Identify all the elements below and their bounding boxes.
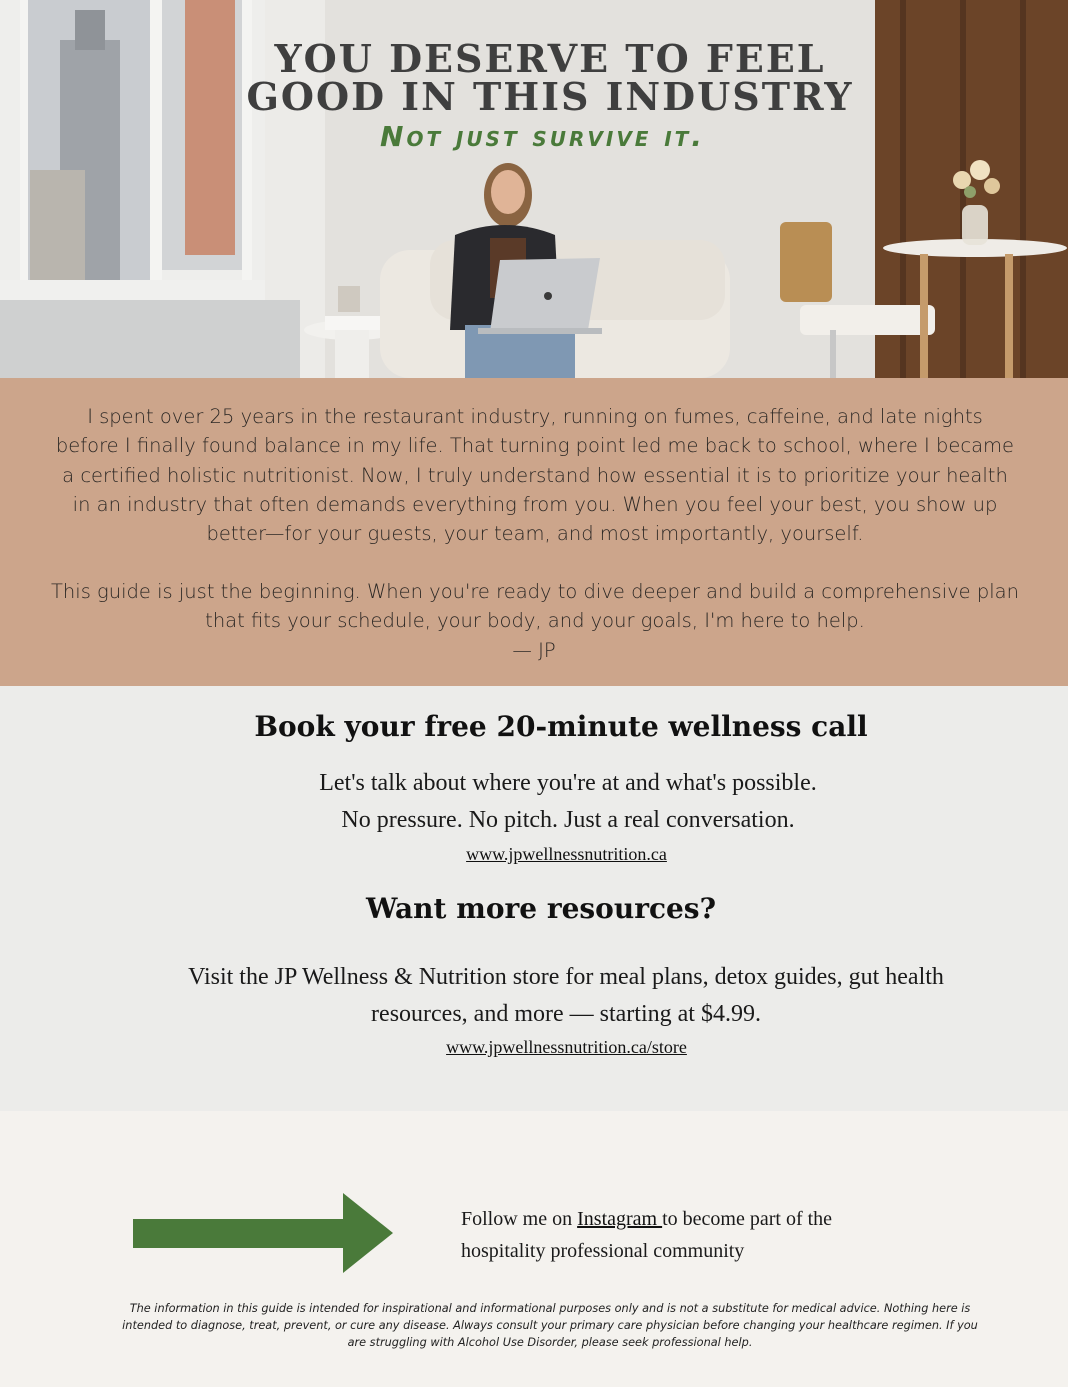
disclaimer-text: The information in this guide is intended for inspirational and informational purposes only and is not a substitute for medical advice. Nothing here is intended to diagnose, treat, prevent, or cure any disease. Always consult your primary care physician before changing your healthcare regimen. If you are struggling with Alcohol Use Disorder, please seek professional help. [122,1302,978,1349]
hero-script-tagline: Not just survive it. [380,120,705,153]
booking-url-wrap [0,844,1068,865]
store-url-wrap [0,1037,1068,1058]
bio-paragraph-2: This guide is just the beginning. When you're ready to dive deeper and build a comprehensive plan that fits your schedule, your body, and your goals, I'm here to help. [51,580,1019,633]
booking-heading: Book your free 20-minute wellness call [254,710,868,743]
bio-section [0,378,1068,686]
resources-line-2: resources, and more — starting at $4.99. [371,1001,761,1027]
instagram-link[interactable]: Instagram [577,1208,663,1230]
bio-signature: — JP [512,639,556,662]
resources-line-1: Visit the JP Wellness & Nutrition store for meal plans, detox guides, gut health [188,964,944,990]
resources-heading: Want more resources? [366,892,716,925]
follow-cta [461,1203,881,1267]
hero-banner [0,0,1068,378]
hero-title-line1: YOU DESERVE TO FEEL [274,36,826,81]
booking-line-1: Let's talk about where you're at and what's possible. [319,770,817,796]
follow-text-before: Follow me on [461,1208,578,1230]
follow-text-after: to become part of the hospitality professional community [461,1208,833,1262]
store-link[interactable]: www.jpwellnessnutrition.ca/store [446,1037,687,1057]
hero-title-line2: GOOD IN THIS INDUSTRY [246,74,854,119]
cta-section [0,686,1068,1111]
hero-title [0,36,1068,119]
bio-paragraph-1: I spent over 25 years in the restaurant industry, running on fumes, caffeine, and late nights before I finally found balance in my life. That turning point led me back to school, where I became a certified holistic nutritionist. Now, I truly understand how essential it is to prioritize your health in an industry that often demands everything from you. When you feel your best, you show up better—for your guests, your team, and most importantly, yourself. [55,405,1015,546]
arrow-right-icon [133,1193,395,1273]
booking-line-2: No pressure. No pitch. Just a real conversation. [341,807,795,833]
booking-link[interactable]: www.jpwellnessnutrition.ca [466,844,667,864]
